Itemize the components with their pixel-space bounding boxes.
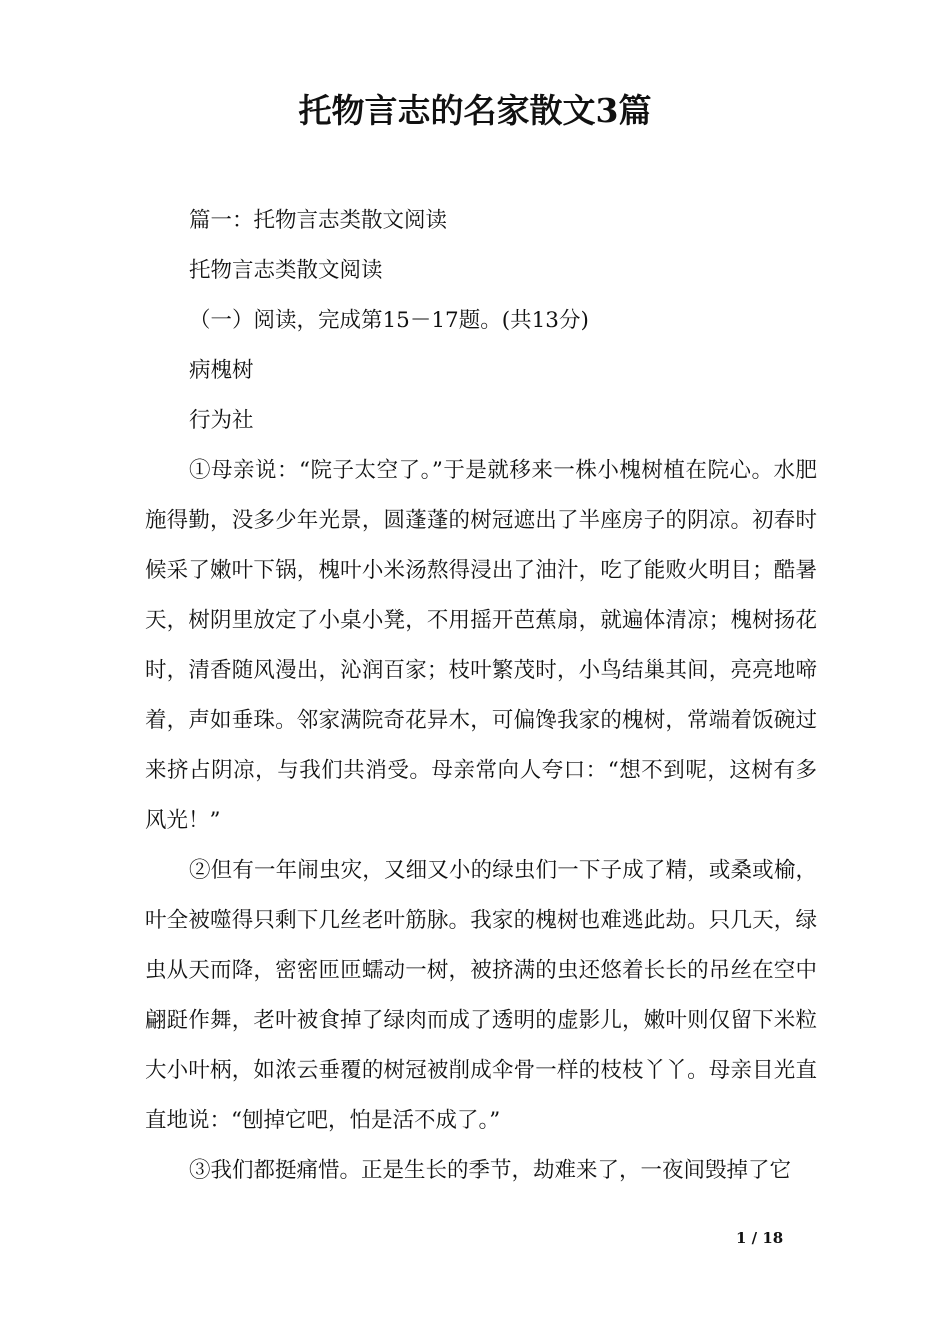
paragraph-author: 行为社 — [189, 408, 254, 433]
paragraph-instructions: （一）阅读，完成第15－17题。(共13分) — [189, 308, 589, 333]
page-title: 托物言志的名家散文3篇 — [298, 91, 652, 130]
paragraph-2: ②但有一年闹虫灾，又细又小的绿虫们一下子成了精，或桑或榆，叶全被噬得只剩下几丝老叶筋脉。我家的槐树也难逃此劫。只几天，绿虫从天而降，密密匝匝蠕动一树，被挤满的虫还悠着长长的吊丝在空中翩跹作舞，老叶被食掉了绿肉而成了透明的虚影儿，嫩叶则仅留下米粒大小叶柄，如浓云垂覆的树冠被削成伞骨一样的枝枝丫丫。母亲目光直直地说：“刨掉它吧，怕是活不成了。” — [145, 858, 817, 1133]
paragraph-3: ③我们都挺痛惜。正是生长的季节，劫难来了，一夜间毁掉了它 — [189, 1158, 792, 1183]
paragraph-essay-title: 病槐树 — [189, 358, 254, 383]
document-body — [145, 196, 817, 1196]
paragraph-section-heading: 篇一：托物言志类散文阅读 — [189, 208, 448, 233]
paragraph-1: ①母亲说：“院子太空了。”于是就移来一株小槐树植在院心。水肥施得勤，没多少年光景，圆蓬蓬的树冠遮出了半座房子的阴凉。初春时候采了嫩叶下锅，槐叶小米汤熬得浸出了油汁，吃了能败火明目；酷暑天，树阴里放定了小桌小凳，不用摇开芭蕉扇，就遍体清凉；槐树扬花时，清香随风漫出，沁润百家；枝叶繁茂时，小鸟结巢其间，亮亮地啼着，声如垂珠。邻家满院奇花异木，可偏馋我家的槐树，常端着饭碗过来挤占阴凉，与我们共消受。母亲常向人夸口：“想不到呢，这树有多风光！” — [145, 458, 817, 833]
page-number: 1 / 18 — [736, 1229, 784, 1247]
paragraph-subheading: 托物言志类散文阅读 — [189, 258, 383, 283]
